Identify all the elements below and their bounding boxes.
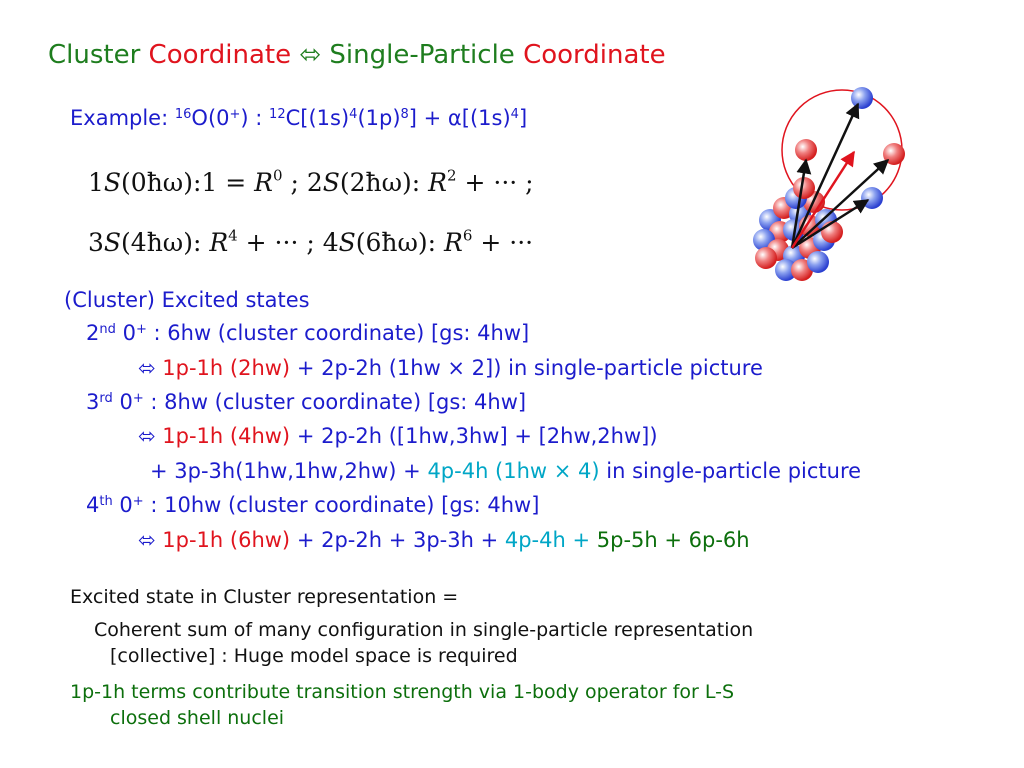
- config-text: ] + α[(1s): [408, 106, 511, 130]
- math-text: + ···: [472, 228, 534, 257]
- bottom-line-5: closed shell nuclei: [110, 707, 285, 729]
- cluster-neutron-1: [851, 87, 873, 109]
- core-nucleus: [753, 177, 843, 281]
- math-text: (6ħω):: [355, 228, 445, 257]
- equation-line-1: [88, 168, 534, 197]
- cluster-neutron-2: [861, 187, 883, 209]
- nucleus-text: O(0: [191, 106, 230, 130]
- math-exponent: 0: [272, 166, 283, 185]
- excited-states-heading: (Cluster) Excited states: [64, 288, 310, 312]
- highlight-1p1h: 1p-1h (4hw): [162, 424, 291, 448]
- sp-text: in single-particle picture: [599, 459, 862, 483]
- spin: 0: [112, 390, 133, 414]
- title-part-coordinate-1: Coordinate: [148, 40, 292, 70]
- separator: ) :: [240, 106, 270, 130]
- bottom-line-1: Excited state in Cluster representation =: [70, 586, 459, 608]
- math-symbol: S: [103, 168, 122, 197]
- equivalence-arrow-icon: ⬄: [138, 528, 163, 552]
- math-text: (2ħω):: [339, 168, 429, 197]
- example-label: Example:: [70, 106, 175, 130]
- ordinal: 4: [86, 493, 100, 517]
- highlight-4p4h: 4p-4h (1hw × 4): [427, 459, 600, 483]
- math-exponent: 2: [446, 166, 457, 185]
- math-symbol: S: [322, 168, 340, 197]
- ordinal-suffix: nd: [99, 321, 116, 337]
- title-equivalence-arrow: ⬄: [291, 40, 330, 70]
- bottom-line-4: 1p-1h terms contribute transition strength via 1-body operator for L-S: [70, 681, 735, 703]
- math-symbol: S: [103, 228, 122, 257]
- highlight-1p1h: 1p-1h (6hw): [162, 528, 291, 552]
- sp-text: + 2p-2h (1hw × 2]) in single-particle picture: [290, 356, 763, 380]
- math-text: (0ħω):1 =: [121, 168, 255, 197]
- math-text: + ··· ;: [456, 168, 534, 197]
- ordinal-suffix: rd: [99, 390, 113, 406]
- highlight-4p4h: 4p-4h +: [504, 528, 591, 552]
- math-text: 1: [88, 168, 104, 197]
- parity: +: [132, 493, 144, 509]
- example-line: [70, 106, 527, 130]
- math-symbol: R: [444, 228, 463, 257]
- sp-text: + 2p-2h + 3p-3h +: [290, 528, 505, 552]
- math-symbol: S: [338, 228, 356, 257]
- mass-number: 16: [174, 106, 192, 122]
- slide-title: [48, 40, 666, 70]
- math-text: ; 2: [282, 168, 323, 197]
- equation-line-2: [88, 228, 533, 257]
- highlight-1p1h: 1p-1h (2hw): [162, 356, 291, 380]
- math-symbol: R: [254, 168, 273, 197]
- ordinal: 2: [86, 321, 100, 345]
- third-state-line: [86, 390, 526, 414]
- cluster-proton-1: [795, 139, 817, 161]
- highlight-5p5h-6p6h: 5p-5h + 6p-6h: [590, 528, 750, 552]
- sp-text: + 2p-2h ([1hw,3hw] + [2hw,2hw]): [290, 424, 658, 448]
- math-symbol: R: [428, 168, 447, 197]
- spin: 0: [115, 321, 136, 345]
- mass-number: 12: [269, 106, 286, 122]
- fourth-state-sp-line: [138, 528, 750, 552]
- fourth-state-line: [86, 493, 539, 517]
- title-part-coordinate-2: Coordinate: [523, 40, 666, 70]
- config-text: ]: [518, 106, 528, 130]
- math-symbol: R: [209, 228, 229, 257]
- occupation: 4: [349, 106, 358, 122]
- parity: +: [132, 390, 144, 406]
- cluster-nucleus-icon: [740, 80, 980, 290]
- title-part-single-particle: Single-Particle: [329, 40, 524, 70]
- math-exponent: 6: [462, 226, 473, 245]
- occupation: 4: [510, 106, 519, 122]
- spin: 0: [112, 493, 133, 517]
- state-text: : 10hw (cluster coordinate) [gs: 4hw]: [143, 493, 540, 517]
- equivalence-arrow-icon: ⬄: [138, 424, 163, 448]
- title-part-cluster: Cluster: [48, 40, 149, 70]
- math-text: 3: [88, 228, 104, 257]
- third-state-sp-line-2: [150, 459, 861, 483]
- ordinal: 3: [86, 390, 100, 414]
- config-text: C[(1s): [285, 106, 350, 130]
- occupation: 8: [400, 106, 409, 122]
- equivalence-arrow-icon: ⬄: [138, 356, 163, 380]
- bottom-line-2: Coherent sum of many configuration in single-particle representation: [94, 619, 754, 641]
- second-state-line: [86, 321, 529, 345]
- math-text: (4ħω):: [121, 228, 210, 257]
- config-text: (1p): [357, 106, 401, 130]
- second-state-sp-line: [138, 356, 763, 380]
- math-text: + ··· ; 4: [237, 228, 339, 257]
- parity: +: [135, 321, 147, 337]
- parity: +: [229, 106, 241, 122]
- ordinal-suffix: th: [99, 493, 113, 509]
- bottom-line-3: [collective] : Huge model space is required: [110, 645, 518, 667]
- sp-text: + 3p-3h(1hw,1hw,2hw) +: [150, 459, 428, 483]
- third-state-sp-line: [138, 424, 658, 448]
- state-text: : 6hw (cluster coordinate) [gs: 4hw]: [146, 321, 530, 345]
- math-exponent: 4: [228, 226, 238, 245]
- state-text: : 8hw (cluster coordinate) [gs: 4hw]: [143, 390, 527, 414]
